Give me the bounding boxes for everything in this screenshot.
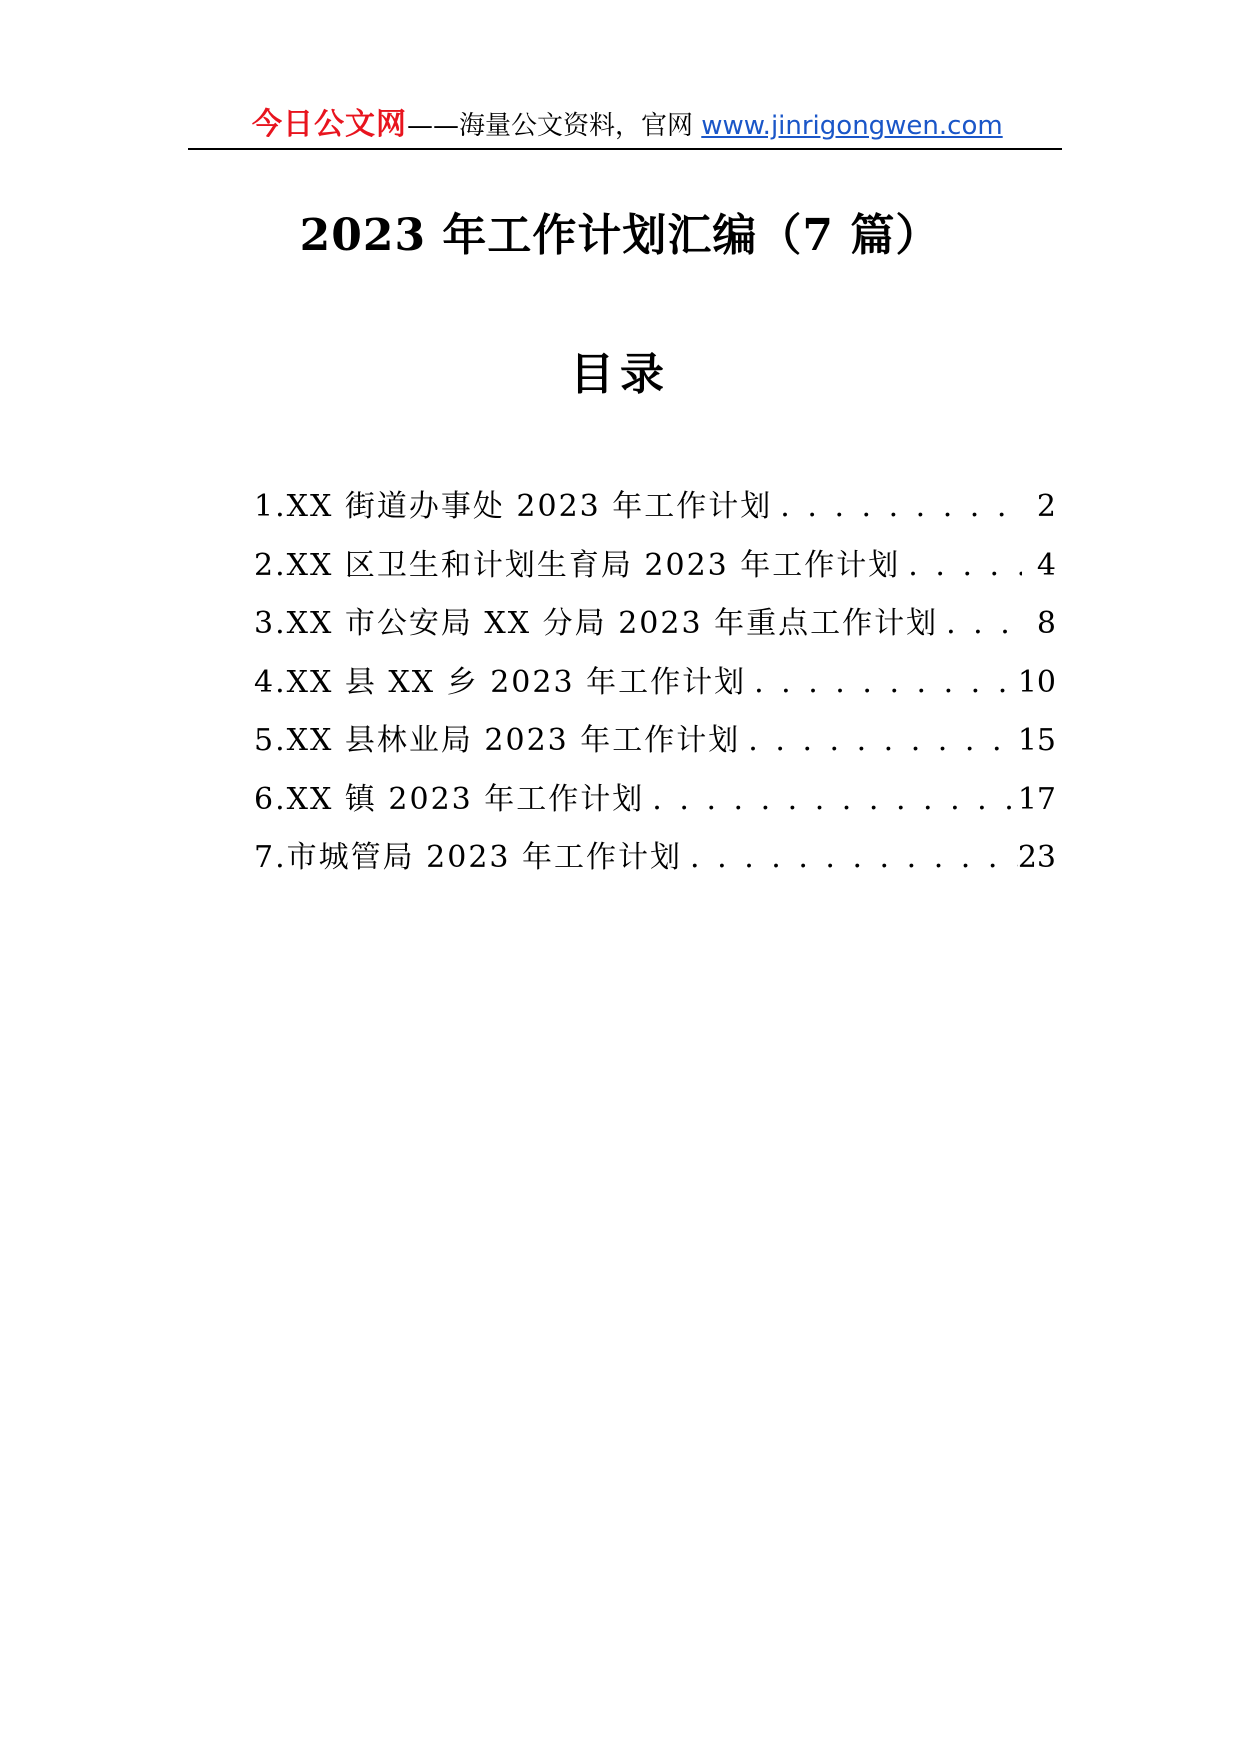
document-title: 2023 年工作计划汇编（7 篇）	[299, 210, 941, 261]
dot-leader	[938, 595, 1022, 654]
header-separator: ——	[407, 111, 459, 141]
toc-entry-title: 4.XX 县 XX 乡 2023 年工作计划	[254, 664, 747, 700]
website-link[interactable]: www.jinrigongwen.com	[701, 111, 1003, 141]
dot-leader	[900, 537, 1022, 596]
table-of-contents	[254, 478, 1056, 888]
dot-leader	[772, 478, 1022, 537]
toc-page-number: 17	[1017, 781, 1056, 817]
toc-page-number: 8	[1036, 606, 1056, 641]
toc-entry[interactable]	[254, 829, 1056, 888]
dot-leader	[644, 771, 1018, 830]
toc-page-number: 23	[1017, 840, 1056, 875]
brand-name: 今日公文网	[252, 107, 407, 142]
dot-leader	[682, 829, 1018, 888]
toc-page-number: 10	[1017, 664, 1056, 700]
dot-leader	[740, 712, 1018, 771]
toc-heading: 目录	[570, 349, 670, 400]
header-tagline: 海量公文资料，官网	[459, 111, 702, 141]
toc-entry-title: 3.XX 市公安局 XX 分局 2023 年重点工作计划	[254, 606, 939, 641]
header-divider	[188, 148, 1062, 150]
site-header	[188, 106, 1062, 150]
toc-entry[interactable]	[254, 654, 1056, 713]
toc-entry[interactable]	[254, 478, 1056, 537]
toc-page-number: 4	[1036, 547, 1056, 583]
header-line	[252, 106, 1003, 144]
toc-page-number: 2	[1036, 489, 1056, 524]
toc-entry-title: 6.XX 镇 2023 年工作计划	[254, 781, 645, 817]
dot-leader	[746, 654, 1018, 713]
toc-entry[interactable]	[254, 771, 1056, 830]
toc-entry[interactable]	[254, 712, 1056, 771]
toc-entry-title: 2.XX 区卫生和计划生育局 2023 年工作计划	[254, 547, 901, 583]
toc-entry-title: 1.XX 街道办事处 2023 年工作计划	[254, 489, 773, 524]
toc-entry-title: 5.XX 县林业局 2023 年工作计划	[254, 723, 741, 758]
toc-entry[interactable]	[254, 595, 1056, 654]
toc-page-number: 15	[1017, 723, 1056, 758]
toc-entry-title: 7.市城管局 2023 年工作计划	[254, 840, 683, 875]
toc-entry[interactable]	[254, 537, 1056, 596]
